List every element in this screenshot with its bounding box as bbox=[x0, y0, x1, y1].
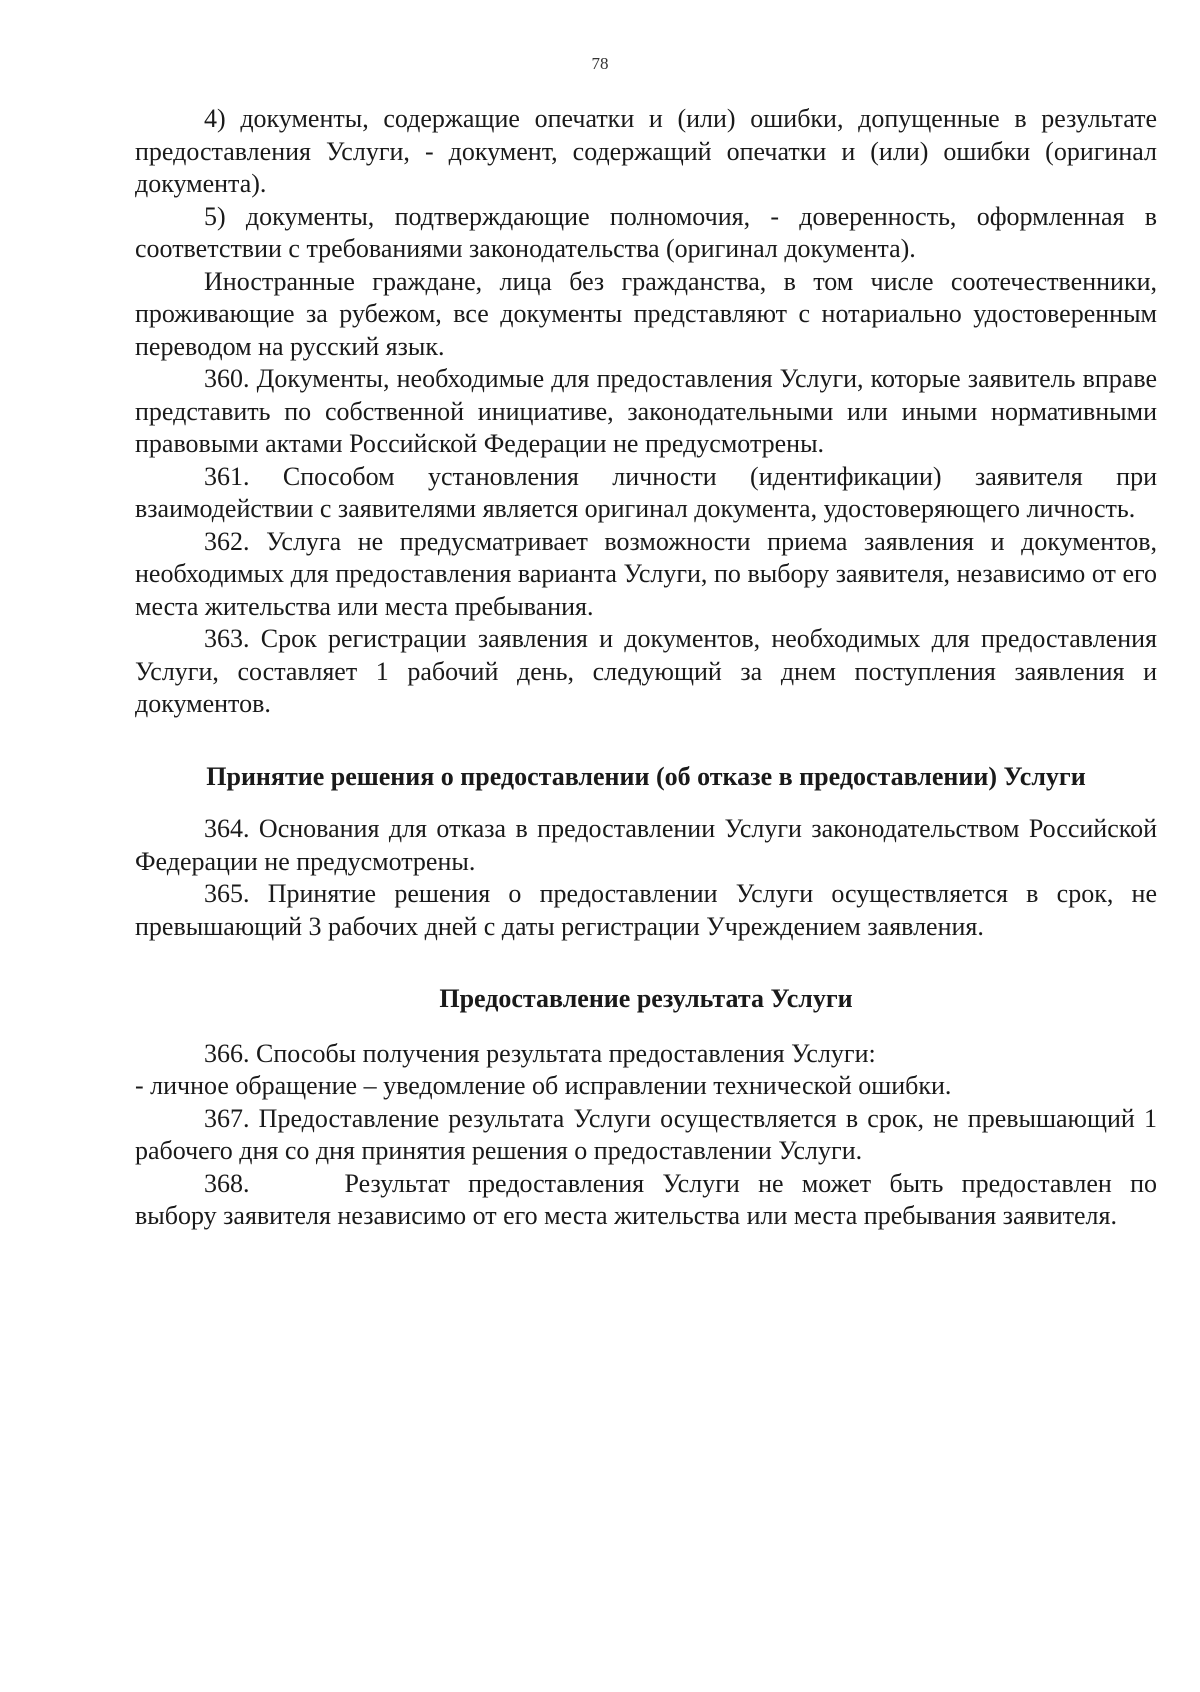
paragraph-363: 363. Срок регистрации заявления и документов, необходимых для предоставления Услуги, составляет 1 рабочий день, следующий за днем поступления заявления и документов. bbox=[135, 624, 1157, 718]
document-body bbox=[135, 103, 1157, 1233]
paragraph-364: 364. Основания для отказа в предоставлении Услуги законодательством Российской Федерации не предусмотрены. bbox=[135, 814, 1157, 876]
paragraph-362: 362. Услуга не предусматривает возможности приема заявления и документов, необходимых для предоставления варианта Услуги, по выбору заявителя, независимо от его места жительства или места пребывания. bbox=[135, 526, 1157, 621]
paragraph-368-text: Результат предоставления Услуги не может быть предоставлен по выбору заявителя независимо от его места жительства или места пребывания заявителя. bbox=[135, 1168, 1157, 1230]
paragraph-360: 360. Документы, необходимые для предоставления Услуги, которые заявитель вправе представить по собственной инициативе, законодательными или иными нормативными правовыми актами Российской Федерации не предусмотрены. bbox=[135, 364, 1157, 458]
page-number: 78 bbox=[591, 54, 609, 73]
paragraph-361: 361. Способом установления личности (идентификации) заявителя при взаимодействии с заявителями является оригинал документа, удостоверяющего личность. bbox=[135, 461, 1157, 523]
paragraph-foreign-citizens: Иностранные граждане, лица без гражданства, в том числе соотечественники, проживающие за рубежом, все документы представляют с нотариально удостоверенным переводом на русский язык. bbox=[135, 266, 1157, 361]
paragraph-365: 365. Принятие решения о предоставлении Услуги осуществляется в срок, не превышающий 3 рабочих дней с даты регистрации Учреждением заявления. bbox=[135, 879, 1157, 941]
paragraph-366-item: - личное обращение – уведомление об исправлении технической ошибки. bbox=[135, 1071, 952, 1100]
paragraph-documents-with-errors: 4) документы, содержащие опечатки и (или) ошибки, допущенные в результате предоставления Услуги, - документ, содержащий опечатки и (или) ошибки (оригинал документа). bbox=[135, 104, 1157, 198]
paragraph-368-number: 368. bbox=[204, 1168, 250, 1198]
section-heading-decision: Принятие решения о предоставлении (об отказе в предоставлении) Услуги bbox=[206, 761, 1086, 791]
paragraph-368 bbox=[135, 1168, 1157, 1233]
paragraph-367: 367. Предоставление результата Услуги осуществляется в срок, не превышающий 1 рабочего дня со дня принятия решения о предоставлении Услуги. bbox=[135, 1103, 1157, 1165]
paragraph-366: 366. Способы получения результата предоставления Услуги: bbox=[204, 1038, 876, 1068]
section-heading-result: Предоставление результата Услуги bbox=[439, 984, 853, 1013]
paragraph-authority-documents: 5) документы, подтверждающие полномочия, - доверенность, оформленная в соответствии с требованиями законодательства (оригинал документа). bbox=[135, 201, 1157, 263]
